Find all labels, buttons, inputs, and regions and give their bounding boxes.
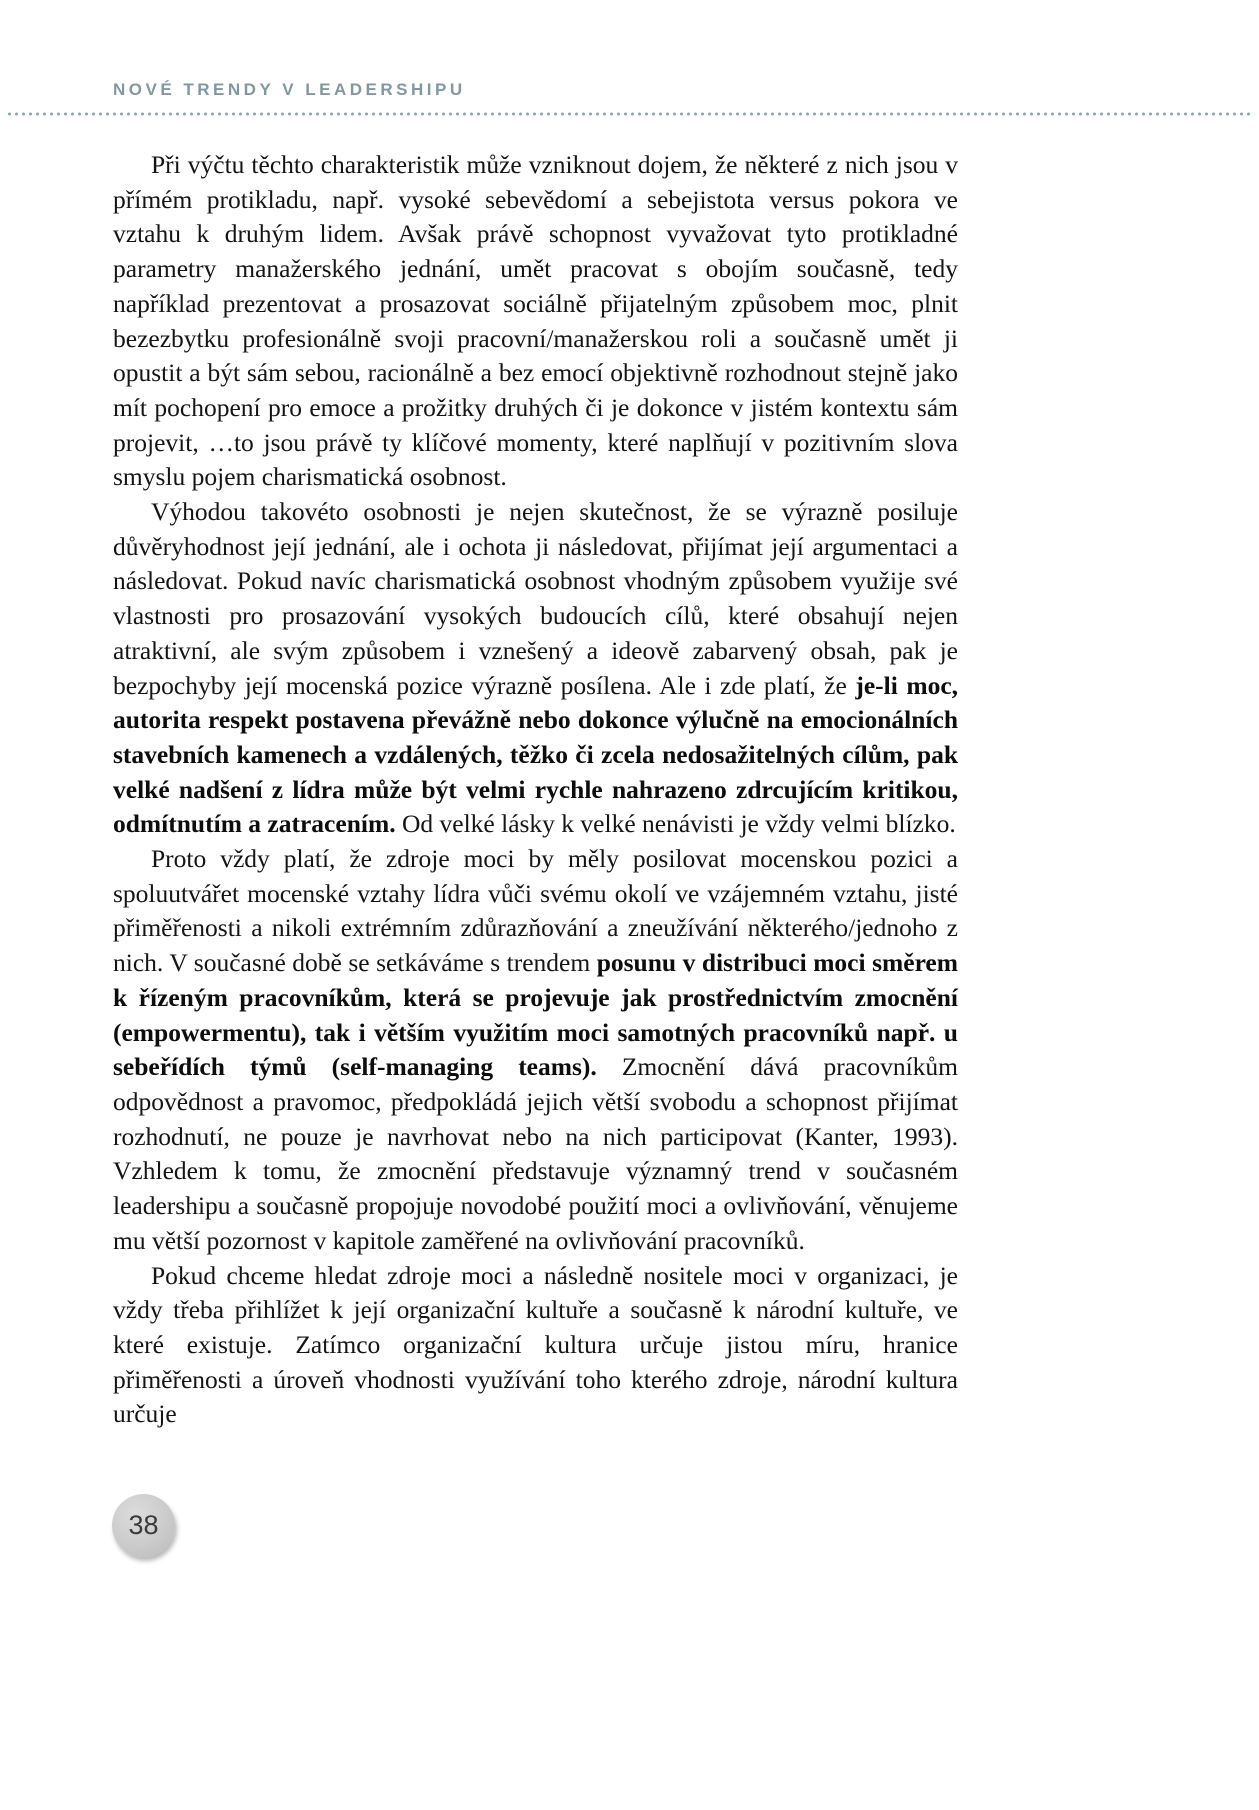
- bold-text-run: posunu v distribuci moci směrem k řízeným pracovníkům, která se projevuje jak prostřednictvím zmocnění (empowermentu), tak i větším využitím moci samotných pracovníků např. u sebeřídích týmů (self-managing teams).: [113, 948, 958, 1082]
- running-head-title: NOVÉ TRENDY V LEADERSHIPU: [113, 80, 466, 99]
- text-run: Od velké lásky k velké nenávisti je vždy velmi blízko.: [395, 809, 956, 839]
- page-footer: [112, 1494, 175, 1557]
- text-run: Výhodou takovéto osobnosti je nejen skutečnost, že se výrazně posiluje důvěryhodnost její jednání, ale i ochota ji následovat, přijímat její argumentaci a následovat. Pokud navíc charismatická osobnost vhodným způsobem využije své vlastnosti pro prosazování vysokých budoucích cílů, které obsahují nejen atraktivní, ale svým způsobem i vznešený a ideově zabarvený obsah, pak je bezpochyby její mocenská pozice výrazně posílena. Ale i zde platí, že: [113, 497, 958, 700]
- bold-text-run: je-li moc, autorita respekt postavena převážně nebo dokonce výlučně na emocionálních stavebních kamenech a vzdálených, těžko či zcela nedosažitelných cílům, pak velké nadšení z lídra může být velmi rychle nahrazeno zdrcujícím kritikou, odmítnutím a zatracením.: [113, 670, 959, 839]
- paragraph-1: [113, 148, 958, 495]
- text-run: Při výčtu těchto charakteristik může vzniknout dojem, že některé z nich jsou v přímém protikladu, např. vysoké sebevědomí a sebejistota versus pokora ve vztahu k druhým lidem. Avšak právě schopnost vyvažovat tyto protikladné parametry manažerského jednání, umět pracovat s obojím současně, tedy například prezentovat a prosazovat sociálně přijatelným způsobem moc, plnit bezezbytku profesionálně svoji pracovní/manažerskou roli a současně umět ji opustit a být sám sebou, racionálně a bez emocí objektivně rozhodnout stejně jako mít pochopení pro emoce a prožitky druhých či je dokonce v jistém kontextu sám projevit, …to jsou právě ty klíčové momenty, které naplňují v pozitivním slova smyslu pojem charismatická osobnost.: [113, 150, 958, 492]
- text-run: Pokud chceme hledat zdroje moci a následně nositele moci v organizaci, je vždy třeba přihlížet k její organizační kultuře a současně k národní kultuře, ve které existuje. Zatímco organizační kultura určuje jistou míru, hranice přiměřenosti a úroveň vhodnosti využívání toho kterého zdroje, národní kultura určuje: [113, 1260, 958, 1429]
- text-run: Proto vždy platí, že zdroje moci by měly posilovat mocenskou pozici a spoluutvářet mocenské vztahy lídra vůči svému okolí ve vzájemném vztahu, jisté přiměřenosti a nikoli extrémním zdůrazňování a zneužívání některého/jednoho z nich. V současné době se setkáváme s trendem: [113, 844, 958, 978]
- page-header: [0, 80, 1259, 116]
- dotted-rule-divider: [6, 112, 1253, 116]
- paragraph-3: [113, 842, 958, 1258]
- body-text-block: [113, 148, 958, 1432]
- page-number-badge: [112, 1494, 175, 1557]
- page-number: 38: [128, 1510, 159, 1540]
- paragraph-2: [113, 495, 958, 842]
- text-run: Zmocnění dává pracovníkům odpovědnost a pravomoc, předpokládá jejich větší svobodu a schopnost přijímat rozhodnutí, ne pouze je navrhovat nebo na nich participovat (Kanter, 1993). Vzhledem k tomu, že zmocnění představuje významný trend v současném leadershipu a současně propojuje novodobé použití moci a ovlivňování, věnujeme mu větší pozornost v kapitole zaměřené na ovlivňování pracovníků.: [113, 1052, 958, 1255]
- paragraph-4: [113, 1259, 958, 1433]
